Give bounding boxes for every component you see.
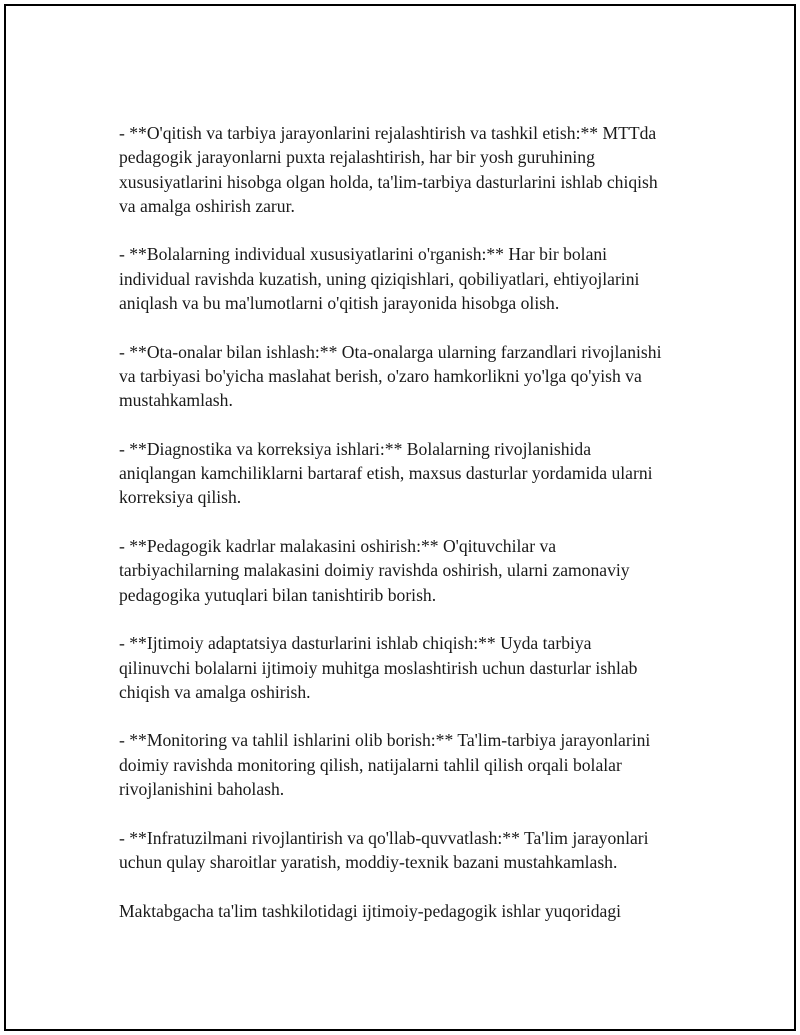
text-line: - **Infratuzilmani rivojlantirish va qo'llab-quvvatlash:** Ta'lim jarayonlari: [119, 827, 649, 848]
paragraph-diagnostics: [119, 437, 709, 510]
text-line: chiqish va amalga oshirish.: [119, 681, 311, 702]
paragraph-monitoring: [119, 728, 709, 801]
text-line: korreksiya qilish.: [119, 487, 242, 508]
text-line: uchun qulay sharoitlar yaratish, moddiy-texnik bazani mustahkamlash.: [119, 851, 618, 872]
text-line: - **Diagnostika va korreksiya ishlari:** Bolalarning rivojlanishida: [119, 438, 591, 459]
text-line: rivojlanishini baholash.: [119, 779, 285, 800]
paragraph-social-adaptation: [119, 631, 709, 704]
text-line: doimiy ravishda monitoring qilish, natijalarni tahlil qilish orqali bolalar: [119, 754, 622, 775]
text-line: aniqlangan kamchiliklarni bartaraf etish, maxsus dasturlar yordamida ularni: [119, 463, 653, 484]
text-line: mustahkamlash.: [119, 390, 233, 411]
text-line: - **Ota-onalar bilan ishlash:** Ota-onalarga ularning farzandlari rivojlanishi: [119, 341, 662, 362]
text-line: - **Pedagogik kadrlar malakasini oshirish:** O'qituvchilar va: [119, 536, 557, 557]
page-frame: [4, 4, 796, 1031]
text-line: individual ravishda kuzatish, uning qiziqishlari, qobiliyatlari, ehtiyojlarini: [119, 268, 640, 289]
text-line: aniqlash va bu ma'lumotlarni o'qitish jarayonida hisobga olish.: [119, 293, 560, 314]
paragraph-staff-training: [119, 534, 709, 607]
text-line: pedagogika yutuqlari bilan tanishtirib borish.: [119, 584, 437, 605]
paragraph-infrastructure: [119, 826, 709, 875]
text-line: va amalga oshirish zarur.: [119, 195, 295, 216]
text-line: - **O'qitish va tarbiya jarayonlarini rejalashtirish va tashkil etish:** MTTda: [119, 123, 657, 143]
paragraph-conclusion: [119, 899, 709, 923]
text-line: Maktabgacha ta'lim tashkilotidagi ijtimoiy-pedagogik ishlar yuqoridagi: [119, 900, 622, 921]
text-line: pedagogik jarayonlarni puxta rejalashtirish, har bir yosh guruhining: [119, 147, 595, 168]
text-line: - **Bolalarning individual xususiyatlarini o'rganish:** Har bir bolani: [119, 244, 608, 265]
document-body: [119, 121, 709, 947]
text-line: xususiyatlarini hisobga olgan holda, ta'lim-tarbiya dasturlarini ishlab chiqish: [119, 171, 658, 192]
text-line: va tarbiyasi bo'yicha maslahat berish, o'zaro hamkorlikni yo'lga qo'yish va: [119, 365, 642, 386]
paragraph-individual-study: [119, 242, 709, 315]
text-line: qilinuvchi bolalarni ijtimoiy muhitga moslashtirish uchun dasturlar ishlab: [119, 657, 638, 678]
paragraph-parents: [119, 340, 709, 413]
text-line: - **Monitoring va tahlil ishlarini olib borish:** Ta'lim-tarbiya jarayonlarini: [119, 730, 651, 751]
text-line: - **Ijtimoiy adaptatsiya dasturlarini ishlab chiqish:** Uyda tarbiya: [119, 633, 592, 654]
text-line: tarbiyachilarning malakasini doimiy ravishda oshirish, ularni zamonaviy: [119, 560, 630, 581]
paragraph-planning: [119, 121, 709, 218]
